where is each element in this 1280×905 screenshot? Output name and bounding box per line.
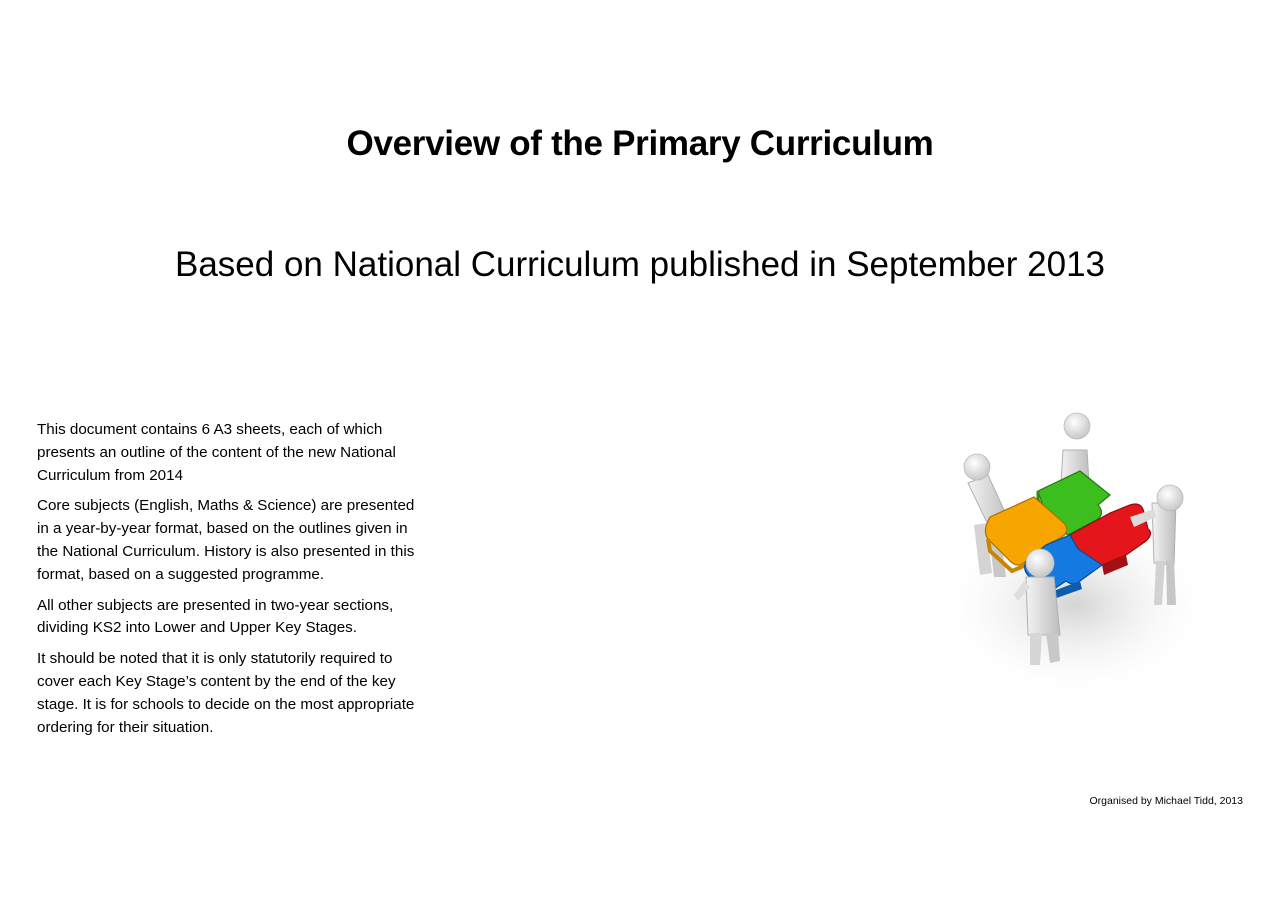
document-subtitle: Based on National Curriculum published in September 2013 (175, 245, 1105, 284)
intro-paragraph-4: It should be noted that it is only statutorily required to cover each Key Stage’s content by the end of the key stage. It is for schools to decide on the most appropriate ordering for their situation. (37, 650, 415, 736)
intro-paragraph-2: Core subjects (English, Maths & Science) are presented in a year-by-year format, based on the outlines given in the National Curriculum. History is also presented in this format, based on a suggested programme. (37, 497, 415, 583)
intro-paragraph-3: All other subjects are presented in two-year sections, dividing KS2 into Lower and Upper Key Stages. (37, 596, 394, 637)
intro-paragraph-1: This document contains 6 A3 sheets, each of which presents an outline of the content of the new National Curriculum from 2014 (37, 421, 396, 484)
document-title: Overview of the Primary Curriculum (346, 124, 934, 163)
intro-text (37, 419, 429, 747)
people-assembling-puzzle-icon (930, 405, 1220, 695)
author-credit: Organised by Michael Tidd, 2013 (1089, 795, 1243, 807)
